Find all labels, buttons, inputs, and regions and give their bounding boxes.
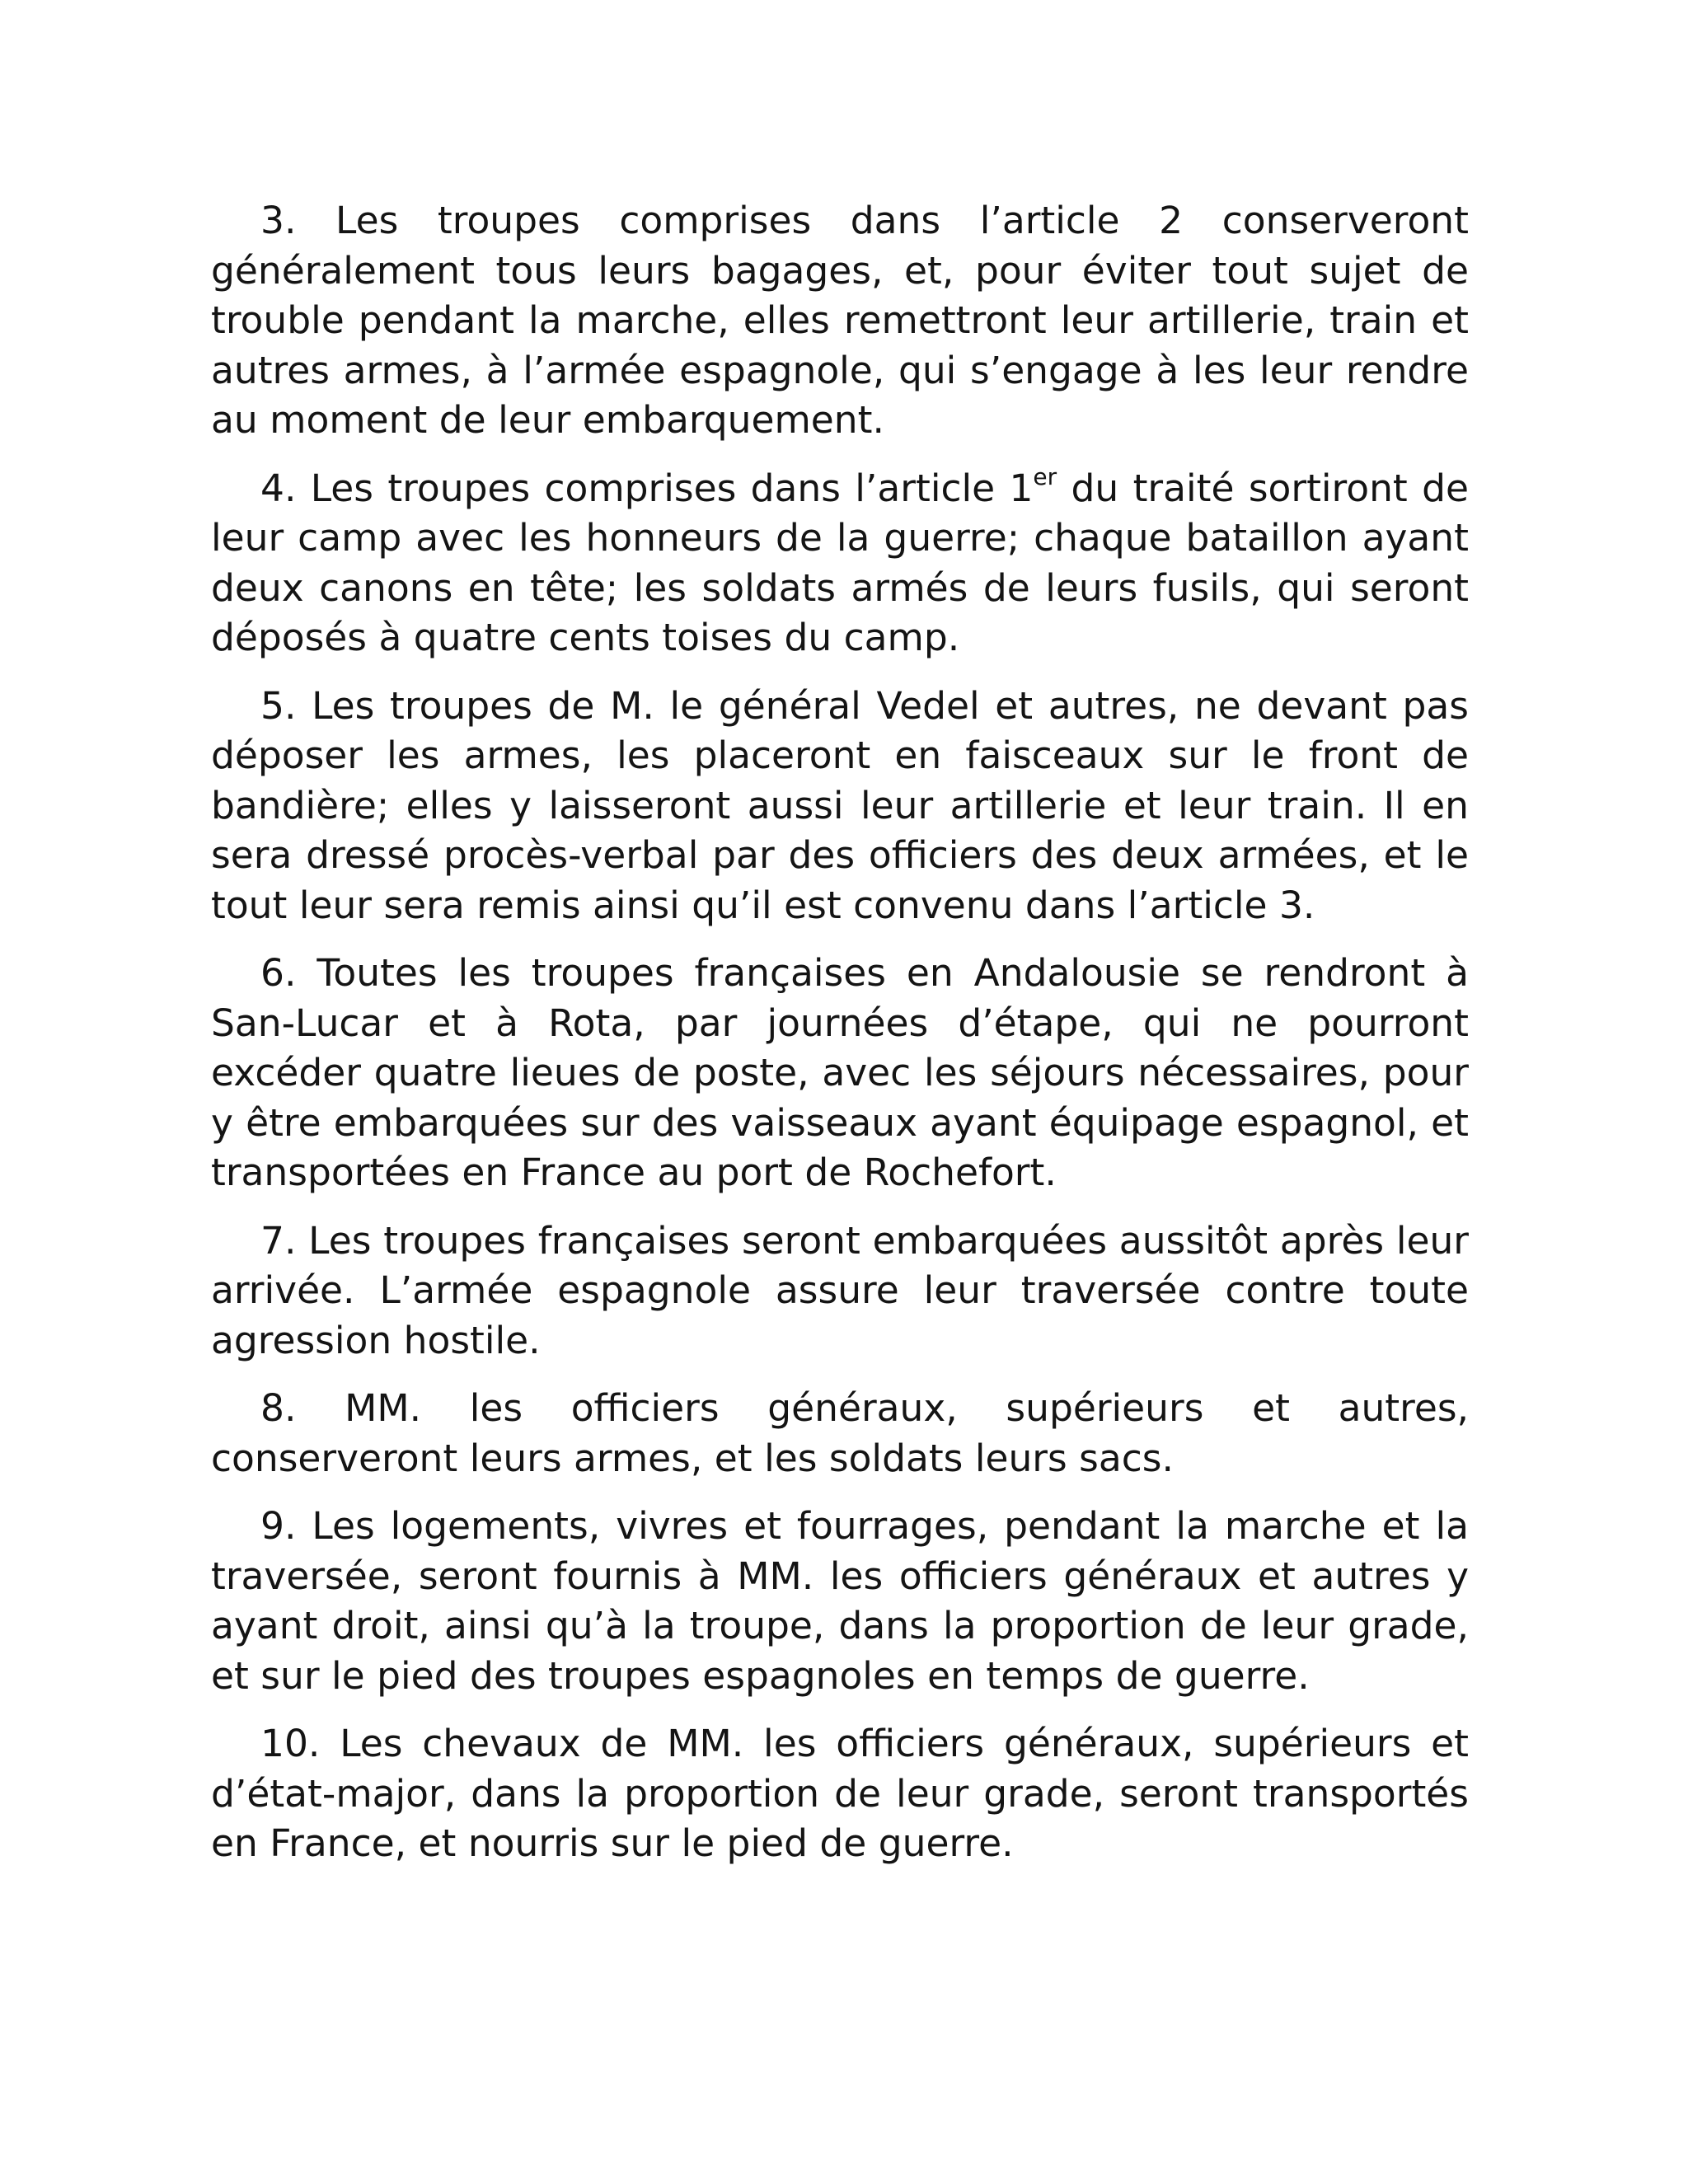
article-3-paragraph: 3. Les troupes comprises dans l’article 2 conserveront généralement tous leurs bagages, et, pour éviter tout sujet de trouble pendant la marche, elles remettront leur artillerie, train et autres armes, à l’armée espagnole, qui s’engage à les leur rendre au moment de leur embarquement. <box>211 199 1469 442</box>
article-4-superscript: er <box>1033 462 1057 490</box>
article-4-text-end: du traité sortiront de leur camp avec les honneurs de la guerre; chaque bataillon ayant deux canons en tête; les soldats armés de leurs fusils, qui seront déposés à quatre cents toises du camp. <box>211 466 1469 659</box>
article-8-paragraph: 8. MM. les officiers généraux, supérieurs et autres, conserveront leurs armes, et les soldats leurs sacs. <box>211 1386 1469 1480</box>
document-page <box>211 196 1469 1887</box>
article-4-text-start: 4. Les troupes comprises dans l’article 1 <box>260 466 1034 510</box>
article-9-paragraph: 9. Les logements, vivres et fourrages, pendant la marche et la traversée, seront fournis à MM. les officiers généraux et autres y ayant droit, ainsi qu’à la troupe, dans la proportion de leur grade, et sur le pied des troupes espagnoles en temps de guerre. <box>211 1504 1469 1698</box>
article-7-paragraph: 7. Les troupes françaises seront embarquées aussitôt après leur arrivée. L’armée espagnole assure leur traversée contre toute agression hostile. <box>211 1218 1469 1362</box>
article-6-paragraph: 6. Toutes les troupes françaises en Andalousie se rendront à San-Lucar et à Rota, par journées d’étape, qui ne pourront excéder quatre lieues de poste, avec les séjours nécessaires, pour y être embarquées sur des vaisseaux ayant équipage espagnol, et transportées en France au port de Rochefort. <box>211 951 1469 1194</box>
article-5-paragraph: 5. Les troupes de M. le général Vedel et autres, ne devant pas déposer les armes, les placeront en faisceaux sur le front de bandière; elles y laisseront aussi leur artillerie et leur train. Il en sera dressé procès-verbal par des officiers des deux armées, et le tout leur sera remis ainsi qu’il est convenu dans l’article 3. <box>211 683 1469 927</box>
article-4-paragraph <box>211 464 1469 663</box>
article-10-paragraph: 10. Les chevaux de MM. les officiers généraux, supérieurs et d’état-major, dans la proportion de leur grade, seront transportés en France, et nourris sur le pied de guerre. <box>211 1722 1469 1865</box>
